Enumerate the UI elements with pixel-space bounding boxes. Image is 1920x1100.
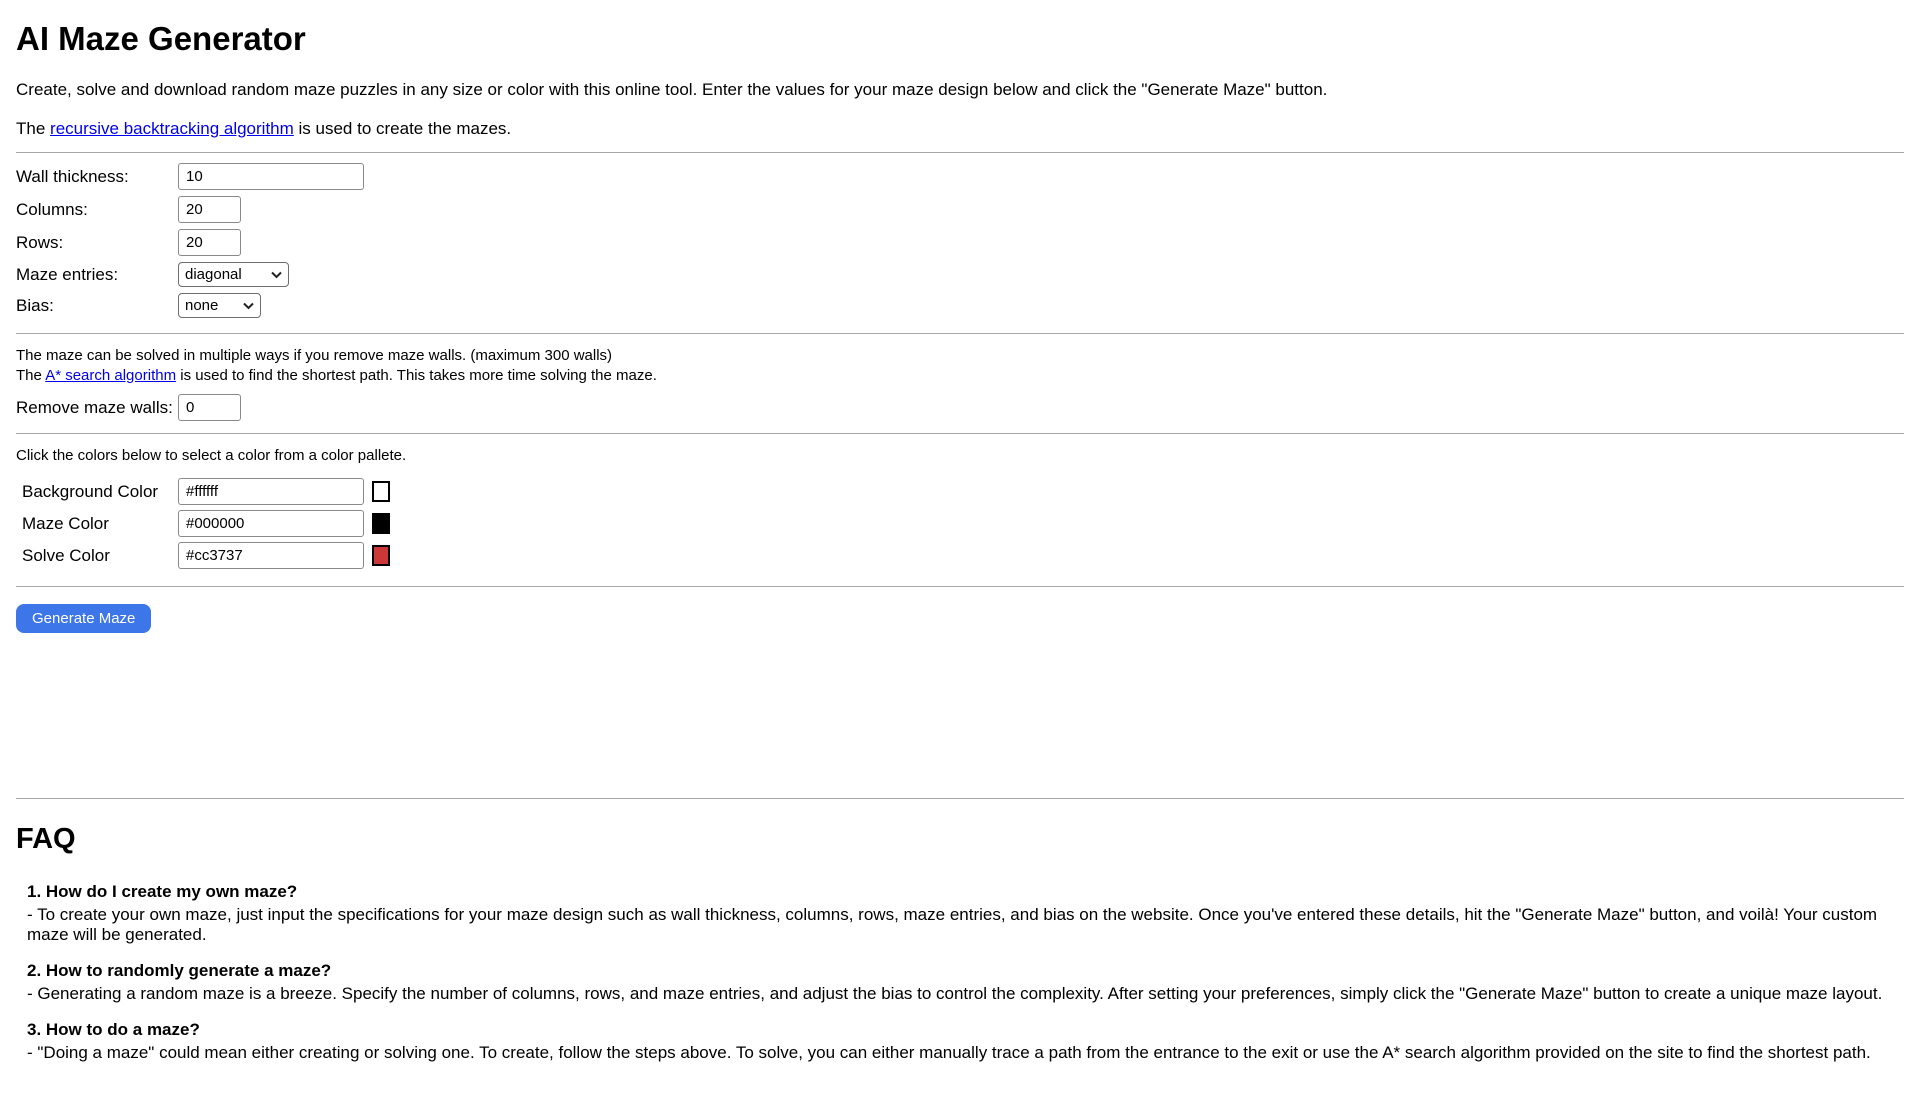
- bias-label: Bias:: [16, 295, 54, 315]
- faq-question: 1. How do I create my own maze?: [27, 882, 298, 901]
- divider-colors: [16, 433, 1904, 434]
- solve-note-line1: The maze can be solved in multiple ways if you remove maze walls. (maximum 300 walls): [16, 347, 613, 364]
- columns-row: [16, 196, 1904, 223]
- divider-solve: [16, 333, 1904, 334]
- solve-color-input[interactable]: [178, 542, 364, 569]
- algorithm-note-suffix: is used to create the mazes.: [293, 119, 512, 138]
- solve-notes: [16, 346, 1904, 385]
- generate-maze-button[interactable]: Generate Maze: [16, 604, 151, 633]
- solve-note-prefix: The: [16, 366, 46, 384]
- solve-color-swatch[interactable]: [372, 545, 390, 566]
- intro-text: Create, solve and download random maze puzzles in any size or color with this online tool. Enter the values for your maze design below and click the "Generate Maze" button.: [16, 80, 1328, 99]
- solve-color-row: [16, 542, 1904, 569]
- columns-input[interactable]: [178, 196, 241, 223]
- faq-answer: - Generating a random maze is a breeze. Specify the number of columns, rows, and maze entries, and adjust the bias to control the complexity. After setting your preferences, simply click the "Generate Maze" button to create a unique maze layout.: [27, 984, 1883, 1004]
- faq-item: [27, 1020, 1904, 1063]
- maze-output-area: [16, 650, 1904, 798]
- bias-select-wrap: [178, 293, 261, 318]
- wall-thickness-row: [16, 163, 1904, 190]
- recursive-backtracking-link[interactable]: recursive backtracking algorithm: [50, 119, 294, 138]
- columns-label: Columns:: [16, 199, 88, 219]
- remove-walls-input[interactable]: [178, 394, 241, 421]
- background-color-row: [16, 478, 1904, 505]
- wall-thickness-input[interactable]: [178, 163, 364, 190]
- background-color-input[interactable]: [178, 478, 364, 505]
- maze-color-swatch[interactable]: [372, 513, 390, 534]
- wall-thickness-label: Wall thickness:: [16, 166, 129, 186]
- faq-question: 3. How to do a maze?: [27, 1020, 200, 1040]
- background-color-swatch[interactable]: [372, 481, 390, 502]
- divider-generate: [16, 586, 1904, 587]
- maze-settings-form: [16, 153, 1904, 333]
- faq-question: 2. How to randomly generate a maze?: [27, 961, 332, 981]
- maze-color-label: Maze Color: [22, 513, 109, 533]
- remove-walls-row: [16, 394, 1904, 421]
- faq-heading: FAQ: [16, 823, 76, 855]
- maze-entries-row: [16, 262, 1904, 287]
- color-instruction: Click the colors below to select a color from a color pallete.: [16, 447, 407, 464]
- algorithm-note: [16, 119, 1904, 139]
- rows-row: [16, 229, 1904, 256]
- solve-note-line2: [16, 366, 1904, 386]
- maze-entries-select-wrap: [178, 262, 289, 287]
- faq-item: [27, 961, 1904, 1004]
- bias-select[interactable]: [178, 293, 261, 318]
- maze-color-row: [16, 510, 1904, 537]
- maze-generator-page: [0, 20, 1920, 1063]
- rows-label: Rows:: [16, 232, 64, 252]
- maze-entries-label: Maze entries:: [16, 264, 119, 284]
- solve-note-suffix: is used to find the shortest path. This takes more time solving the maze.: [176, 366, 657, 384]
- background-color-label: Background Color: [22, 481, 159, 501]
- algorithm-note-prefix: The: [16, 119, 51, 138]
- colors-section: [16, 447, 1904, 586]
- maze-color-input[interactable]: [178, 510, 364, 537]
- faq-answer: - "Doing a maze" could mean either creating or solving one. To create, follow the steps above. To solve, you can either manually trace a path from the entrance to the exit or use the A* search algorithm provided on the site to find the shortest path.: [27, 1043, 1871, 1063]
- divider-faq: [16, 798, 1904, 799]
- solve-color-label: Solve Color: [22, 545, 110, 565]
- rows-input[interactable]: [178, 229, 241, 256]
- remove-walls-label: Remove maze walls:: [16, 397, 173, 417]
- maze-entries-select[interactable]: [178, 262, 289, 287]
- bias-row: [16, 293, 1904, 318]
- page-title: AI Maze Generator: [16, 20, 306, 57]
- faq-item: [27, 882, 1904, 945]
- a-star-algorithm-link[interactable]: A* search algorithm: [45, 366, 177, 384]
- faq-answer: - To create your own maze, just input the specifications for your maze design such as wall thickness, columns, rows, maze entries, and bias on the website. Once you've entered these details, hit the "Generate Maze" button, and voilà! Your custom maze will be generated.: [27, 905, 1878, 945]
